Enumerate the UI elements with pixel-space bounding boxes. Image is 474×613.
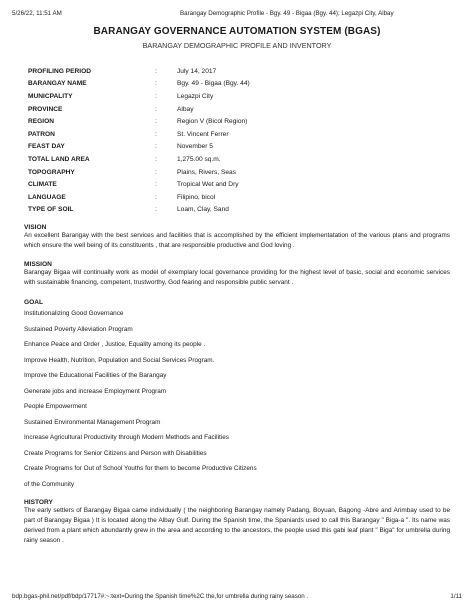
profile-value: Albay xyxy=(177,105,194,113)
profile-colon: : xyxy=(155,168,157,176)
profile-value: 1,275.00 sq.m. xyxy=(177,155,221,163)
goal-item: Increase Agricultural Productivity through Modern Methods and Facilities xyxy=(24,434,229,442)
profile-label: MUNICPALITY xyxy=(28,92,73,100)
profile-colon: : xyxy=(155,67,157,75)
profile-colon: : xyxy=(155,118,157,126)
profile-colon: : xyxy=(155,193,157,201)
profile-value: November 5 xyxy=(177,143,213,151)
profile-colon: : xyxy=(155,155,157,163)
goal-item: Sustained Poverty Alleviation Program xyxy=(24,325,133,333)
profile-value: July 14, 2017 xyxy=(177,67,217,75)
profile-row xyxy=(28,204,450,217)
goal-item: Generate jobs and increase Employment Program xyxy=(24,387,167,395)
profile-row xyxy=(28,115,450,128)
profile-row xyxy=(28,103,450,116)
profile-row xyxy=(28,78,450,91)
profile-colon: : xyxy=(155,181,157,189)
profile-label: REGION xyxy=(28,118,55,126)
print-header xyxy=(12,10,462,17)
profile-label: TOPOGRAPHY xyxy=(28,168,75,176)
profile-row xyxy=(28,178,450,191)
document-title: BARANGAY GOVERNANCE AUTOMATION SYSTEM (BGAS) xyxy=(93,26,381,37)
print-page-number: 1/11 xyxy=(450,593,462,600)
history-text: The early settlers of Barangay Bigaa came individually ( the neighboring Barangay namely Padang, Boyuan, Bagong -Abre and Arimbay used to be part of Barangay Bigaa ) It is located along the Albay Gulf. During the Spanish time, the Spaniards used to call this Barangay " Biga-a ". Its name was derived from a plant which abundantly grew in the area and according to the ancestors, the people used this gabi leaf plant " Biga" for umbrella during rainy season . xyxy=(24,506,450,544)
profile-value: St. Vincent Ferrer xyxy=(177,130,229,138)
goal-item: Institutionalizing Good Governance xyxy=(24,310,124,318)
print-datetime: 5/26/22, 11:51 AM xyxy=(12,10,62,17)
profile-colon: : xyxy=(155,92,157,100)
profile-row xyxy=(28,141,450,154)
profile-row xyxy=(28,153,450,166)
document-page xyxy=(24,22,450,546)
goal-heading: GOAL xyxy=(24,299,44,307)
goal-item: Create Programs for Out of School Youths for them to become Productive Citizens xyxy=(24,465,257,473)
vision-text: An excellent Barangay with the best services and facilities that is accomplished by the efficient implementatation of the various plans and programs which ensure the well being of its constituents , that are responsible productive and God loving . xyxy=(24,232,450,250)
mission-heading: MISSION xyxy=(24,261,52,269)
goal-item: of the Community xyxy=(24,480,75,488)
goal-item: Enhance Peace and Order , Justice, Equality among its people . xyxy=(24,341,206,349)
goal-item: Create Programs for Senior Citizens and Person with Disabilities xyxy=(24,449,207,457)
history-heading: HISTORY xyxy=(24,498,53,506)
print-footer xyxy=(12,593,462,600)
profile-row xyxy=(28,65,450,78)
goal-item: People Empowerment xyxy=(24,403,87,411)
goal-item: Sustained Environmental Management Program xyxy=(24,418,161,426)
goal-item: Improve Health, Nutrition, Population and Social Services Program. xyxy=(24,356,215,364)
profile-value: Loam, Clay, Sand xyxy=(177,206,229,214)
mission-text: Barangay Bigaa will continually work as model of exemplary local governance providing for the highest level of basic, social and economic services with sustainable financing, competent, trustworthy, God fearing and responsible public servant . xyxy=(24,269,450,287)
profile-value: Plains, Rivers, Seas xyxy=(177,168,236,176)
goal-item: Improve the Educational Facilities of the Barangay xyxy=(24,372,167,380)
profile-colon: : xyxy=(155,143,157,151)
profile-colon: : xyxy=(155,206,157,214)
profile-row xyxy=(28,128,450,141)
vision-heading: VISION xyxy=(24,224,47,232)
profile-label: CLIMATE xyxy=(28,181,57,189)
profile-value: Filipino, bicol xyxy=(177,193,216,201)
profile-row xyxy=(28,166,450,179)
print-url: bdp.bgas-phil.net/pdf/bdp/17717#:~:text=During the Spanish time%2C the,for umbrella during rainy season . xyxy=(12,593,309,600)
profile-value: Legazpi City xyxy=(177,92,214,100)
profile-row xyxy=(28,191,450,204)
profile-colon: : xyxy=(155,105,157,113)
document-subtitle: BARANGAY DEMOGRAPHIC PROFILE AND INVENTORY xyxy=(142,41,332,50)
print-page-title: Barangay Demographic Profile - Bgy. 49 - Bigaa (Bgy. 44); Legazpi City, Albay xyxy=(180,10,394,17)
profile-row xyxy=(28,90,450,103)
profile-label: TOTAL LAND AREA xyxy=(28,155,90,163)
profile-value: Region V (Bicol Region) xyxy=(177,118,248,126)
profile-label: BARANGAY NAME xyxy=(28,80,87,88)
goal-list xyxy=(24,308,450,490)
profile-value: Bgy. 49 - Bigaa (Bgy. 44) xyxy=(177,80,250,88)
profile-label: PROFILING PERIOD xyxy=(28,67,92,75)
profile-colon: : xyxy=(155,130,157,138)
profile-label: TYPE OF SOIL xyxy=(28,206,74,214)
profile-label: PATRON xyxy=(28,130,55,138)
profile-label: PROVINCE xyxy=(28,105,63,113)
profile-colon: : xyxy=(155,80,157,88)
profile-value: Tropical Wet and Dry xyxy=(177,181,239,189)
profile-table xyxy=(24,65,450,216)
profile-label: FEAST DAY xyxy=(28,143,65,151)
profile-label: LANGUAGE xyxy=(28,193,66,201)
